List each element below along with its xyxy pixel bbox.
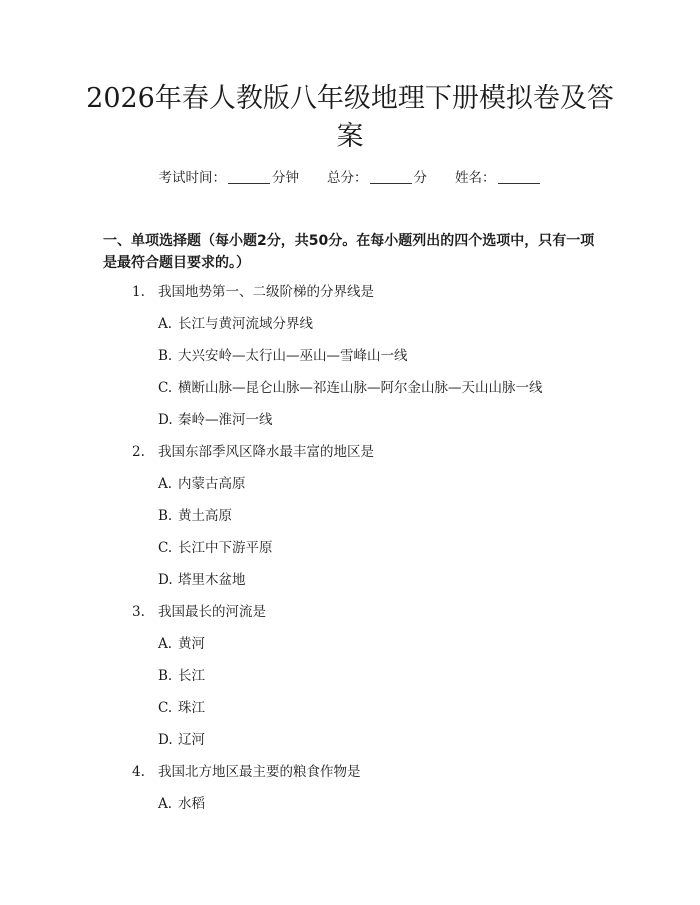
total-score-unit: 分	[413, 170, 427, 186]
option-item	[158, 539, 273, 557]
option-text: 秦岭—淮河一线	[178, 412, 273, 428]
option-letter: C.	[158, 380, 173, 396]
option-text: 黄土高原	[178, 508, 232, 524]
exam-title: 2026年春人教版八年级地理下册模拟卷及答案	[86, 83, 614, 152]
question-item	[132, 283, 374, 301]
option-text: 长江	[178, 668, 205, 684]
option-letter: B.	[158, 348, 173, 364]
option-item	[158, 379, 543, 397]
option-text: 珠江	[178, 700, 205, 716]
option-text: 辽河	[178, 732, 205, 748]
option-letter: D.	[158, 572, 173, 588]
exam-time-label: 考试时间：	[158, 170, 226, 186]
question-item	[132, 763, 361, 781]
option-text: 大兴安岭—太行山—巫山—雪峰山一线	[178, 348, 408, 364]
option-letter: C.	[158, 540, 173, 556]
student-name-label: 姓名：	[455, 170, 496, 186]
question-text: 我国地势第一、二级阶梯的分界线是	[158, 284, 374, 300]
option-letter: D.	[158, 412, 173, 428]
option-letter: D.	[158, 732, 173, 748]
question-item	[132, 603, 266, 621]
question-number: 1.	[132, 284, 145, 300]
option-item	[158, 795, 205, 813]
option-text: 塔里木盆地	[178, 572, 246, 588]
exam-meta-line	[0, 169, 700, 187]
question-number: 3.	[132, 604, 145, 620]
option-item	[158, 475, 246, 493]
option-letter: A.	[158, 476, 173, 492]
option-letter: B.	[158, 668, 173, 684]
option-item	[158, 667, 205, 685]
question-item	[132, 443, 374, 461]
question-text: 我国东部季风区降水最丰富的地区是	[158, 444, 374, 460]
option-text: 黄河	[178, 636, 205, 652]
question-number: 2.	[132, 444, 145, 460]
exam-time-unit: 分钟	[272, 170, 299, 186]
total-score-blank	[370, 171, 412, 184]
option-item	[158, 411, 273, 429]
question-text: 我国北方地区最主要的粮食作物是	[158, 764, 361, 780]
option-text: 水稻	[178, 796, 205, 812]
question-number: 4.	[132, 764, 145, 780]
option-letter: B.	[158, 508, 173, 524]
option-letter: A.	[158, 796, 173, 812]
option-item	[158, 699, 205, 717]
section-heading: 一、单项选择题（每小题2分，共50分。在每小题列出的四个选项中，只有一项是最符合题目要求的。）	[103, 233, 595, 271]
option-item	[158, 731, 205, 749]
option-letter: C.	[158, 700, 173, 716]
option-text: 内蒙古高原	[178, 476, 246, 492]
option-item	[158, 315, 313, 333]
exam-time-blank	[228, 171, 270, 184]
option-item	[158, 507, 232, 525]
option-letter: A.	[158, 316, 173, 332]
option-item	[158, 571, 246, 589]
option-text: 长江中下游平原	[178, 540, 273, 556]
option-text: 横断山脉—昆仑山脉—祁连山脉—阿尔金山脉—天山山脉一线	[178, 380, 543, 396]
question-text: 我国最长的河流是	[158, 604, 266, 620]
option-letter: A.	[158, 636, 173, 652]
option-item	[158, 347, 408, 365]
student-name-blank	[498, 171, 540, 184]
option-item	[158, 635, 205, 653]
total-score-label: 总分：	[327, 170, 368, 186]
option-text: 长江与黄河流域分界线	[178, 316, 313, 332]
